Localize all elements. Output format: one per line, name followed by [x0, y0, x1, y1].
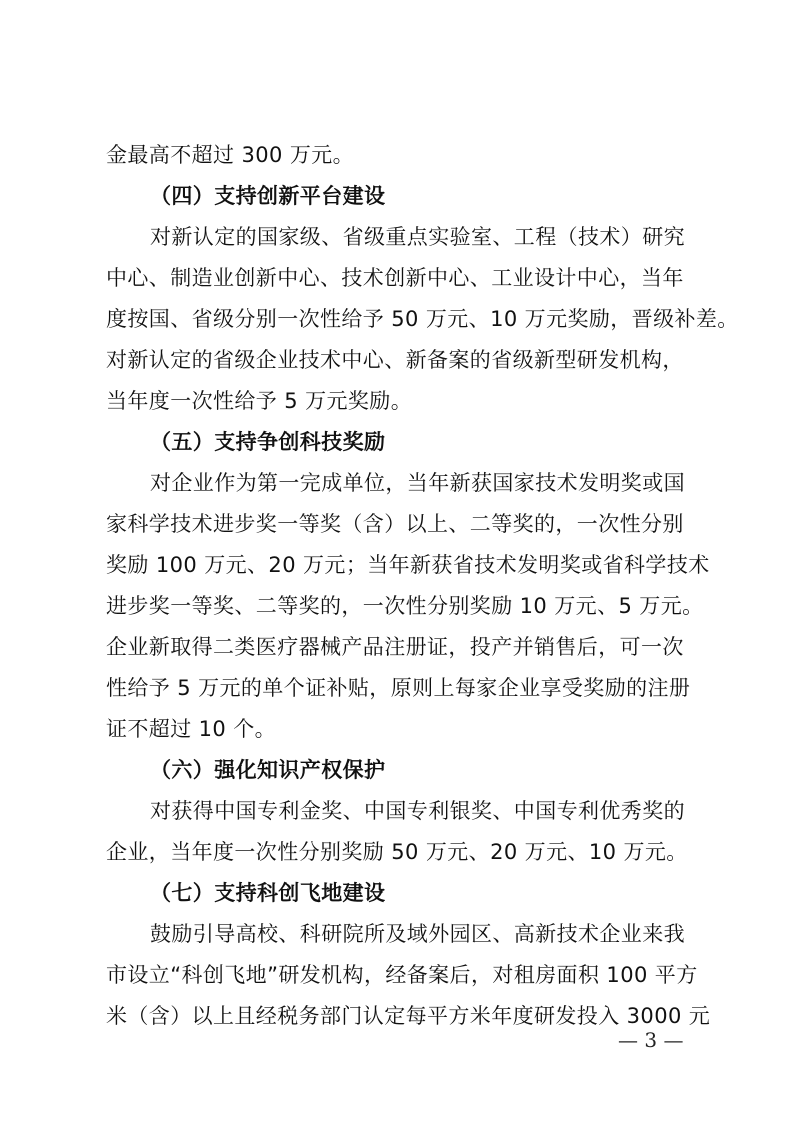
- body-line: 中心、制造业创新中心、技术创新中心、工业设计中心，当年: [106, 266, 684, 290]
- body-line: 奖励 100 万元、20 万元；当年新获省技术发明奖或省科学技术: [106, 553, 710, 577]
- body-line: 度按国、省级分别一次性给予 50 万元、10 万元奖励，晋级补差。: [106, 307, 739, 331]
- body-line: 家科学技术进步奖一等奖（含）以上、二等奖的，一次性分别: [106, 512, 684, 536]
- body-line: 证不超过 10 个。: [106, 717, 277, 741]
- body-line: 性给予 5 万元的单个证补贴，原则上每家企业享受奖励的注册: [106, 676, 691, 700]
- section-heading: （七）支持科创飞地建设: [150, 881, 386, 905]
- body-line: 当年度一次性给予 5 万元奖励。: [106, 389, 413, 413]
- body-line: 企业新取得二类医疗器械产品注册证，投产并销售后，可一次: [106, 635, 684, 659]
- body-line: 鼓励引导高校、科研院所及域外园区、高新技术企业来我: [150, 922, 685, 946]
- document-body: [106, 135, 739, 1037]
- section-heading: （五）支持争创科技奖励: [150, 430, 386, 454]
- section-heading: （四）支持创新平台建设: [150, 184, 386, 208]
- section-heading: （六）强化知识产权保护: [150, 758, 386, 782]
- body-line: 对企业作为第一完成单位，当年新获国家技术发明奖或国: [150, 471, 685, 495]
- body-line: 米（含）以上且经税务部门认定每平方米年度研发投入 3000 元: [106, 1004, 711, 1028]
- body-line: 对新认定的国家级、省级重点实验室、工程（技术）研究: [150, 225, 685, 249]
- body-line: 对新认定的省级企业技术中心、新备案的省级新型研发机构，: [106, 348, 684, 372]
- body-line: 对获得中国专利金奖、中国专利银奖、中国专利优秀奖的: [150, 799, 685, 823]
- body-line: 市设立“科创飞地”研发机构，经备案后，对租房面积 100 平方: [106, 963, 698, 987]
- page-number: — 3 —: [618, 1028, 684, 1052]
- body-line: 进步奖一等奖、二等奖的，一次性分别奖励 10 万元、5 万元。: [106, 594, 704, 618]
- body-line: 金最高不超过 300 万元。: [106, 143, 355, 167]
- body-line: 企业，当年度一次性分别奖励 50 万元、20 万元、10 万元。: [106, 840, 688, 864]
